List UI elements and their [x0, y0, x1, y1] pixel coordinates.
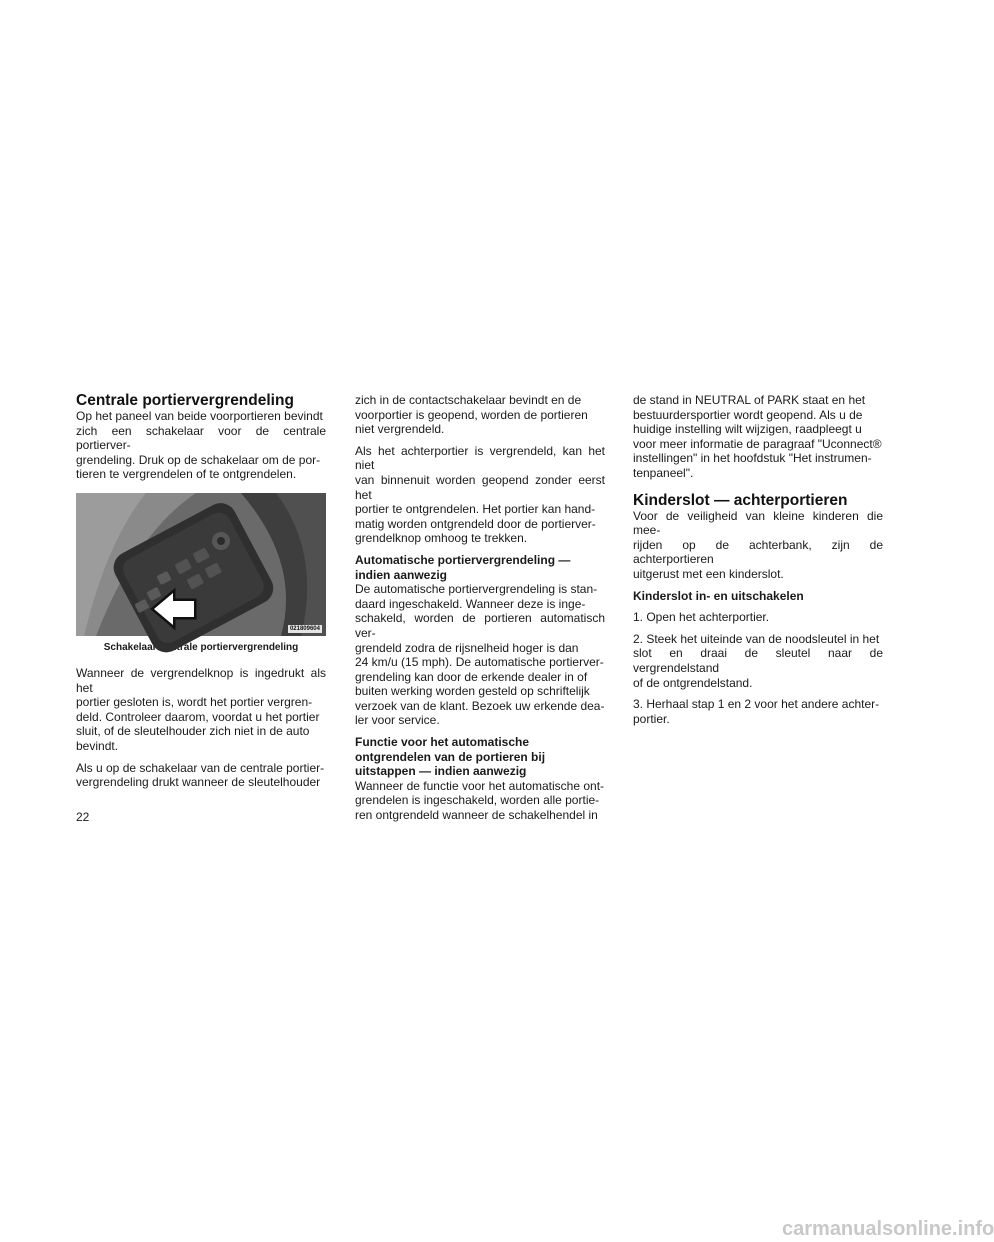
watermark: carmanualsonline.info [782, 1218, 994, 1240]
paragraph: De automatische portiervergrendeling is stan- daard ingeschakeld. Wanneer deze is inge- schakeld, worden de portieren automatisch ver- grendeld zodra de rijsnelheid hoger is dan 24 km/u (15 mph). De automatische portierver- grendeling kan door de erkende dealer in of buiten werking worden gesteld op schriftelijk verzoek van de klant. Bezoek uw erkende dea- ler voor service. [355, 582, 605, 728]
paragraph: Op het paneel van beide voorportieren bevindt zich een schakelaar voor de centrale portierver- grendeling. Druk op de schakelaar om de por- tieren te vergrendelen of te ontgrendelen. [76, 409, 326, 482]
page-number: 22 [76, 810, 90, 824]
paragraph: Als het achterportier is vergrendeld, kan het niet van binnenuit worden geopend zonder eerst het portier te ontgrendelen. Het portier kan hand- matig worden ontgrendeld door de portierver- grendelknop omhoog te trekken. [355, 443, 605, 546]
door-panel-illustration [76, 493, 326, 636]
step-item: 3. Herhaal stap 1 en 2 voor het andere achter- portier. [633, 697, 880, 726]
paragraph: Als u op de schakelaar van de centrale portier- vergrendeling drukt wanneer de sleutelhouder [76, 760, 325, 790]
section-heading-central-locking: Centrale portiervergrendeling [76, 392, 294, 409]
subheading-auto-unlock: Functie voor het automatische ontgrendelen van de portieren bij uitstappen — indien aanwezig [355, 735, 546, 779]
subheading-auto-lock: Automatische portiervergrendeling — indien aanwezig [355, 552, 571, 582]
figure-caption: Schakelaar centrale portiervergrendeling [103, 641, 299, 653]
subheading-child-lock-toggle: Kinderslot in- en uitschakelen [633, 588, 804, 603]
paragraph: zich in de contactschakelaar bevindt en de voorportier is geopend, worden de portieren niet vergrendeld. [355, 393, 588, 437]
step-item: 2. Steek het uiteinde van de noodsleutel in het slot en draai de sleutel naar de vergrendelstand of de ontgrendelstand. [633, 631, 883, 690]
paragraph: Voor de veiligheid van kleine kinderen die mee- rijden op de achterbank, zijn de achterportieren uitgerust met een kinderslot. [633, 508, 883, 581]
paragraph: Wanneer de vergrendelknop is ingedrukt als het portier gesloten is, wordt het portier vergren- deld. Controleer daarom, voordat u het portier sluit, of de sleutelhouder zich niet in de auto bevindt. [76, 665, 326, 753]
column-3 [633, 393, 883, 733]
step-item: 1. Open het achterportier. [633, 610, 770, 625]
column-1 [76, 393, 326, 797]
door-switch-photo [76, 493, 326, 636]
column-2 [355, 393, 605, 830]
paragraph: Wanneer de functie voor het automatische ont- grendelen is ingeschakeld, worden alle portie- ren ontgrendeld wanneer de schakelhendel in [355, 778, 605, 823]
section-heading-child-lock: Kinderslot — achterportieren [633, 491, 848, 509]
figure-code: 021809604 [289, 625, 320, 632]
paragraph: de stand in NEUTRAL of PARK staat en het bestuurdersportier wordt geopend. Als u de huidige instelling wilt wijzigen, raadpleegt u voor meer informatie de paragraaf "Uconnect® instellingen" in het hoofdstuk "Het instrumen- tenpaneel". [633, 393, 882, 480]
